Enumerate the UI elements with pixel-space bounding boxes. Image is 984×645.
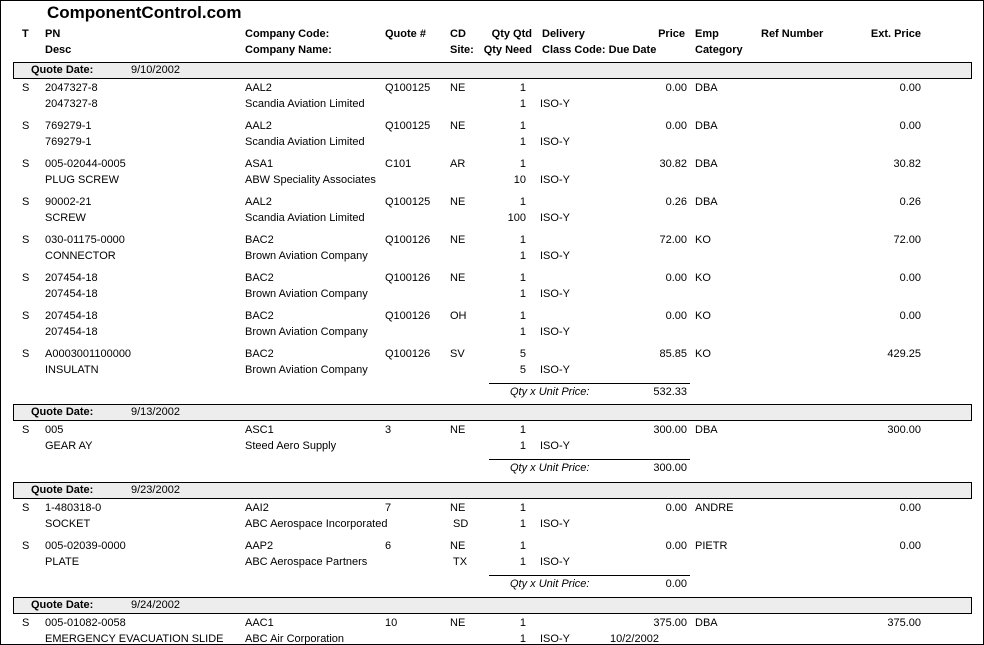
cell-code: AAC1 — [245, 617, 274, 629]
cell-price: 0.00 — [665, 540, 687, 552]
cell-site: SD — [453, 518, 469, 530]
cell-code: AAI2 — [245, 502, 269, 514]
group-header — [13, 62, 972, 79]
cell-emp: DBA — [695, 617, 718, 629]
cell-quote: Q100126 — [385, 272, 431, 284]
cell-price: 0.00 — [665, 120, 687, 132]
cell-name: Brown Aviation Company — [245, 326, 368, 338]
cell-need: 1 — [519, 288, 526, 300]
cell-pn: 769279-1 — [45, 120, 92, 132]
cell-qtd: 1 — [519, 120, 526, 132]
cell-ext: 0.00 — [899, 272, 921, 284]
cell-price: 0.00 — [665, 82, 687, 94]
cell-pn: 207454-18 — [45, 310, 98, 322]
cell-cls: ISO-Y — [540, 250, 570, 262]
cell-name: Scandia Aviation Limited — [245, 98, 365, 110]
cell-pn: 1-480318-0 — [45, 502, 102, 514]
group-date: 9/13/2002 — [131, 406, 180, 418]
cell-name: Brown Aviation Company — [245, 364, 368, 376]
cell-t: S — [22, 120, 30, 132]
group-label: Quote Date: — [31, 484, 94, 496]
cell-cls: ISO-Y — [540, 364, 570, 376]
cell-code: AAL2 — [245, 120, 272, 132]
cell-due: 10/2/2002 — [610, 633, 659, 645]
cell-desc: INSULATN — [45, 364, 99, 376]
cell-t: S — [22, 196, 30, 208]
cell-name: Scandia Aviation Limited — [245, 212, 365, 224]
cell-price: 85.85 — [659, 348, 687, 360]
cell-cd: NE — [450, 120, 466, 132]
cell-pn: 2047327-8 — [45, 82, 98, 94]
cell-emp: KO — [695, 348, 711, 360]
cell-cls: ISO-Y — [540, 212, 570, 224]
cell-t: S — [22, 158, 30, 170]
cell-qtd: 1 — [519, 540, 526, 552]
cell-cd: NE — [450, 540, 466, 552]
cell-qtd: 1 — [519, 617, 526, 629]
cell-t: S — [22, 234, 30, 246]
cell-ext: 375.00 — [887, 617, 921, 629]
cell-desc: GEAR AY — [45, 440, 93, 452]
group-label: Quote Date: — [31, 599, 94, 611]
cell-quote: 3 — [385, 424, 392, 436]
cell-t: S — [22, 272, 30, 284]
cell-price: 0.26 — [665, 196, 687, 208]
cell-cd: NE — [450, 617, 466, 629]
cell-quote: Q100125 — [385, 82, 431, 94]
cell-emp: KO — [695, 310, 711, 322]
cell-t: S — [22, 502, 30, 514]
cell-qtd: 1 — [519, 502, 526, 514]
cell-quote: 6 — [385, 540, 392, 552]
cell-quote: Q100126 — [385, 348, 431, 360]
cell-code: ASA1 — [245, 158, 274, 170]
cell-code: AAL2 — [245, 82, 272, 94]
group-label: Quote Date: — [31, 406, 94, 418]
subtotal-value: 300.00 — [653, 462, 687, 474]
subtotal-value: 532.33 — [653, 386, 687, 398]
cell-need: 1 — [519, 440, 526, 452]
cell-price: 30.82 — [659, 158, 687, 170]
cell-name: ABC Air Corporation — [245, 633, 345, 645]
cell-quote: Q100126 — [385, 310, 431, 322]
cell-desc: 769279-1 — [45, 136, 92, 148]
header-ref-number: Ref Number — [761, 28, 824, 40]
cell-need: 1 — [519, 250, 526, 262]
cell-pn: 005-01082-0058 — [45, 617, 126, 629]
cell-emp: KO — [695, 234, 711, 246]
cell-desc: EMERGENCY EVACUATION SLIDE — [45, 633, 224, 645]
cell-quote: 7 — [385, 502, 392, 514]
header-qty-qtd: Qty Qtd — [491, 28, 532, 40]
cell-desc: 207454-18 — [45, 326, 98, 338]
cell-emp: DBA — [695, 82, 718, 94]
cell-cd: NE — [450, 502, 466, 514]
cell-pn: 030-01175-0000 — [45, 234, 125, 246]
header-pn: PN — [45, 28, 61, 40]
cell-cd: OH — [450, 310, 467, 322]
cell-qtd: 1 — [519, 82, 526, 94]
cell-desc: SCREW — [45, 212, 86, 224]
cell-ext: 300.00 — [887, 424, 921, 436]
group-header — [13, 597, 972, 614]
cell-code: AAL2 — [245, 196, 272, 208]
cell-need: 1 — [519, 556, 526, 568]
cell-emp: ANDRE — [695, 502, 734, 514]
subtotal-rule — [489, 383, 690, 384]
cell-qtd: 1 — [519, 234, 526, 246]
cell-qtd: 1 — [519, 310, 526, 322]
cell-need: 1 — [519, 518, 526, 530]
cell-ext: 0.00 — [899, 82, 921, 94]
cell-name: Brown Aviation Company — [245, 288, 368, 300]
subtotal-label: Qty x Unit Price: — [510, 462, 590, 474]
cell-price: 0.00 — [665, 272, 687, 284]
cell-name: Scandia Aviation Limited — [245, 136, 365, 148]
cell-emp: DBA — [695, 120, 718, 132]
cell-name: ABC Aerospace Incorporated — [245, 518, 388, 530]
cell-cd: NE — [450, 234, 466, 246]
cell-need: 1 — [519, 326, 526, 338]
group-date: 9/23/2002 — [131, 484, 180, 496]
header-delivery: Delivery — [542, 28, 585, 40]
cell-desc: 207454-18 — [45, 288, 98, 300]
cell-cls: ISO-Y — [540, 174, 570, 186]
cell-need: 1 — [519, 98, 526, 110]
header-desc: Desc — [45, 44, 72, 56]
cell-name: ABC Aerospace Partners — [245, 556, 368, 568]
cell-desc: 2047327-8 — [45, 98, 98, 110]
group-header — [13, 482, 972, 499]
cell-need: 100 — [507, 212, 526, 224]
header-quote-no: Quote # — [385, 28, 426, 40]
cell-cls: ISO-Y — [540, 633, 570, 645]
cell-price: 0.00 — [665, 502, 687, 514]
cell-cls: ISO-Y — [540, 288, 570, 300]
cell-price: 375.00 — [653, 617, 687, 629]
cell-cd: NE — [450, 424, 466, 436]
cell-emp: PIETR — [695, 540, 728, 552]
header-class-due-date: Class Code: Due Date — [542, 44, 657, 56]
cell-emp: DBA — [695, 196, 718, 208]
cell-desc: PLATE — [45, 556, 80, 568]
header-qty-need: Qty Need — [483, 44, 532, 56]
cell-t: S — [22, 540, 30, 552]
header-category: Category — [695, 44, 743, 56]
cell-quote: Q100126 — [385, 234, 431, 246]
cell-cls: ISO-Y — [540, 518, 570, 530]
cell-desc: CONNECTOR — [45, 250, 116, 262]
cell-code: AAP2 — [245, 540, 274, 552]
cell-pn: 207454-18 — [45, 272, 98, 284]
group-header — [13, 404, 972, 421]
cell-cd: AR — [450, 158, 466, 170]
cell-name: Brown Aviation Company — [245, 250, 368, 262]
cell-ext: 72.00 — [893, 234, 921, 246]
cell-cd: NE — [450, 196, 466, 208]
cell-t: S — [22, 617, 30, 629]
group-label: Quote Date: — [31, 64, 94, 76]
subtotal-label: Qty x Unit Price: — [510, 578, 590, 590]
cell-price: 0.00 — [665, 310, 687, 322]
cell-ext: 0.00 — [899, 120, 921, 132]
cell-cd: NE — [450, 272, 466, 284]
cell-qtd: 1 — [519, 424, 526, 436]
cell-ext: 429.25 — [887, 348, 921, 360]
cell-pn: 005 — [45, 424, 64, 436]
cell-price: 300.00 — [653, 424, 687, 436]
cell-site: TX — [453, 556, 468, 568]
cell-t: S — [22, 348, 30, 360]
cell-t: S — [22, 82, 30, 94]
cell-ext: 0.00 — [899, 502, 921, 514]
cell-cls: ISO-Y — [540, 556, 570, 568]
cell-need: 5 — [519, 364, 526, 376]
header-company-code: Company Code: — [245, 28, 330, 40]
cell-ext: 0.00 — [899, 310, 921, 322]
header-t: T — [22, 28, 29, 40]
cell-ext: 30.82 — [893, 158, 921, 170]
cell-quote: Q100125 — [385, 120, 431, 132]
cell-quote: 10 — [385, 617, 398, 629]
cell-need: 1 — [519, 633, 526, 645]
subtotal-value: 0.00 — [665, 578, 687, 590]
cell-ext: 0.26 — [899, 196, 921, 208]
group-date: 9/10/2002 — [131, 64, 180, 76]
cell-code: BAC2 — [245, 234, 274, 246]
cell-cls: ISO-Y — [540, 326, 570, 338]
cell-t: S — [22, 424, 30, 436]
cell-qtd: 1 — [519, 272, 526, 284]
cell-need: 1 — [519, 136, 526, 148]
cell-cls: ISO-Y — [540, 136, 570, 148]
cell-pn: 005-02044-0005 — [45, 158, 126, 170]
cell-name: Steed Aero Supply — [245, 440, 337, 452]
cell-code: BAC2 — [245, 348, 274, 360]
cell-desc: SOCKET — [45, 518, 91, 530]
cell-need: 10 — [513, 174, 526, 186]
cell-code: ASC1 — [245, 424, 274, 436]
header-price: Price — [658, 28, 685, 40]
group-date: 9/24/2002 — [131, 599, 180, 611]
cell-desc: PLUG SCREW — [45, 174, 119, 186]
cell-cls: ISO-Y — [540, 440, 570, 452]
cell-quote: C101 — [385, 158, 412, 170]
cell-cd: NE — [450, 82, 466, 94]
cell-pn: A0003001100000 — [45, 348, 132, 360]
cell-emp: DBA — [695, 158, 718, 170]
cell-cd: SV — [450, 348, 465, 360]
cell-qtd: 1 — [519, 158, 526, 170]
cell-ext: 0.00 — [899, 540, 921, 552]
cell-cls: ISO-Y — [540, 98, 570, 110]
header-ext-price: Ext. Price — [870, 28, 921, 40]
cell-qtd: 1 — [519, 196, 526, 208]
header-cd: CD — [450, 28, 466, 40]
brand-title: ComponentControl.com — [47, 3, 242, 22]
cell-qtd: 5 — [519, 348, 526, 360]
subtotal-rule — [489, 575, 690, 576]
cell-pn: 005-02039-0000 — [45, 540, 126, 552]
cell-t: S — [22, 310, 30, 322]
cell-name: ABW Speciality Associates — [245, 174, 376, 186]
subtotal-label: Qty x Unit Price: — [510, 386, 590, 398]
cell-pn: 90002-21 — [45, 196, 92, 208]
subtotal-rule — [489, 459, 690, 460]
cell-quote: Q100125 — [385, 196, 431, 208]
header-company-name: Company Name: — [245, 44, 332, 56]
cell-emp: KO — [695, 272, 711, 284]
cell-code: BAC2 — [245, 310, 274, 322]
cell-price: 72.00 — [659, 234, 687, 246]
header-site: Site: — [450, 44, 474, 56]
cell-emp: DBA — [695, 424, 718, 436]
cell-code: BAC2 — [245, 272, 274, 284]
header-emp: Emp — [695, 28, 719, 40]
